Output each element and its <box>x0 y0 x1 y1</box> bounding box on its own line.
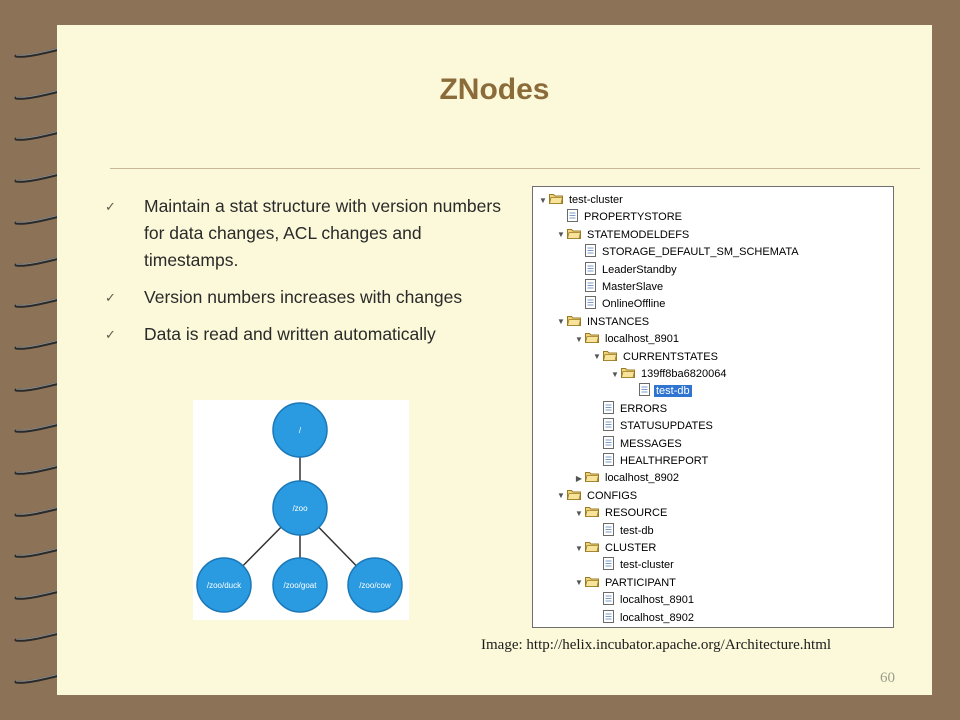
folder-icon <box>585 576 599 590</box>
folder-icon <box>567 489 581 503</box>
tree-node[interactable] <box>591 436 684 452</box>
checkmark-icon: ✓ <box>105 290 116 305</box>
bullet-list <box>105 193 511 358</box>
tree-node[interactable] <box>591 349 720 365</box>
bullet-item <box>105 321 511 348</box>
bullet-text: Version numbers increases with changes <box>144 287 463 307</box>
tree-node-label: LeaderStandby <box>602 263 677 276</box>
file-icon <box>603 436 614 452</box>
tree-node[interactable] <box>573 244 801 260</box>
tree-node[interactable] <box>591 418 715 434</box>
znode-label: /zoo/duck <box>206 581 242 590</box>
tree-node-label: CLUSTER <box>605 542 657 554</box>
slide <box>57 25 932 695</box>
tree-node-label: localhost_8902 <box>620 611 695 624</box>
bullet-text: Data is read and written automatically <box>144 324 436 344</box>
folder-icon <box>567 228 581 242</box>
tree-node[interactable] <box>537 192 625 208</box>
tree-node-label: 139ff8ba6820064 <box>641 368 727 380</box>
bullet-text: Maintain a stat structure with version numbers for data changes, ACL changes and timestamps. <box>144 196 501 270</box>
tree-node[interactable] <box>591 610 696 626</box>
tree-node[interactable] <box>555 488 639 504</box>
file-icon <box>603 592 614 608</box>
folder-icon <box>585 506 599 520</box>
tree-node-label: RESOURCE <box>605 507 668 520</box>
tree-node-label: OnlineOffline <box>602 298 666 311</box>
tree-node-label: HEALTHREPORT <box>620 455 709 467</box>
znode-zoo-cow <box>348 558 402 612</box>
file-icon <box>603 523 614 539</box>
file-icon <box>603 610 614 626</box>
tree-node[interactable] <box>573 262 679 278</box>
collapse-arrow-icon[interactable]: ▼ <box>575 543 583 553</box>
collapse-arrow-icon[interactable]: ▼ <box>557 317 565 327</box>
title-divider <box>110 168 920 169</box>
znode-zoo-goat <box>273 558 327 612</box>
collapse-arrow-icon[interactable]: ▼ <box>557 491 565 501</box>
folder-icon <box>567 315 581 329</box>
tree-node-label: MasterSlave <box>602 281 664 293</box>
znode-label: / <box>298 426 302 435</box>
bullet-item <box>105 193 511 274</box>
tree-node-label: PARTICIPANT <box>605 576 676 589</box>
znode-root <box>273 403 327 457</box>
file-icon <box>585 279 596 295</box>
file-icon <box>567 209 578 225</box>
file-icon <box>603 453 614 469</box>
collapse-arrow-icon[interactable]: ▼ <box>593 352 601 362</box>
folder-icon <box>549 193 563 207</box>
checkmark-icon: ✓ <box>105 327 116 342</box>
tree-node-label: CURRENTSTATES <box>623 350 718 363</box>
znode-diagram <box>193 400 409 620</box>
tree-node[interactable] <box>573 331 681 347</box>
collapse-arrow-icon[interactable]: ▼ <box>575 508 583 518</box>
file-icon <box>603 557 614 573</box>
tree-node[interactable] <box>591 401 669 417</box>
tree-node[interactable] <box>591 557 676 573</box>
bullet-item <box>105 284 511 311</box>
tree-node-label: localhost_8902 <box>605 472 680 485</box>
tree-node-label: test-cluster <box>620 559 674 572</box>
znode-zoo-duck <box>197 558 251 612</box>
tree-node-label: STATUSUPDATES <box>620 420 713 433</box>
tree-node[interactable] <box>627 383 692 399</box>
tree-node[interactable] <box>573 470 681 486</box>
tree-node-label: test-db <box>656 385 690 398</box>
file-icon <box>585 296 596 312</box>
tree-node[interactable] <box>573 540 658 556</box>
znode-label: /zoo/cow <box>359 581 391 590</box>
tree-node[interactable] <box>573 296 667 312</box>
tree-node[interactable] <box>609 366 728 382</box>
folder-icon <box>585 541 599 555</box>
collapse-arrow-icon[interactable]: ▼ <box>575 334 583 344</box>
tree-node-label: INSTANCES <box>587 315 650 328</box>
folder-icon <box>621 367 635 381</box>
file-icon <box>585 262 596 278</box>
tree-node[interactable] <box>591 453 710 469</box>
tree-node-label: localhost_8901 <box>605 333 680 346</box>
collapse-arrow-icon[interactable]: ▼ <box>539 195 547 205</box>
tree-node[interactable] <box>591 592 696 608</box>
slide-title: ZNodes <box>439 73 550 106</box>
collapse-arrow-icon[interactable]: ▼ <box>575 578 583 588</box>
file-icon <box>603 401 614 417</box>
image-caption: Image: http://helix.incubator.apache.org/Architecture.html <box>481 637 832 653</box>
tree-node-label: STATEMODELDEFS <box>587 228 690 241</box>
tree-node[interactable] <box>573 279 665 295</box>
checkmark-icon: ✓ <box>105 199 116 214</box>
expand-arrow-icon[interactable]: ▶ <box>575 473 583 483</box>
file-icon <box>585 244 596 260</box>
znode-label: /zoo <box>292 504 308 513</box>
cluster-tree-view <box>532 186 894 628</box>
tree-node-label: test-cluster <box>569 194 623 206</box>
tree-node-label: ERRORS <box>620 402 668 415</box>
tree-node-label: localhost_8901 <box>620 594 695 607</box>
page-number: 60 <box>880 670 895 686</box>
file-icon <box>639 383 650 399</box>
tree-node[interactable] <box>591 523 656 539</box>
znode-label: /zoo/goat <box>283 581 317 590</box>
folder-icon <box>585 471 599 485</box>
tree-node[interactable] <box>573 575 678 591</box>
tree-node[interactable] <box>573 505 669 521</box>
znode-zoo <box>273 481 327 535</box>
folder-icon <box>603 350 617 364</box>
tree-node[interactable] <box>555 227 691 243</box>
tree-node-label: STORAGE_DEFAULT_SM_SCHEMATA <box>602 246 799 259</box>
tree-node[interactable] <box>555 209 684 225</box>
folder-icon <box>585 332 599 346</box>
collapse-arrow-icon[interactable]: ▼ <box>557 230 565 240</box>
collapse-arrow-icon[interactable]: ▼ <box>611 369 619 379</box>
tree-node-label: CONFIGS <box>587 489 638 502</box>
tree-node-label: test-db <box>620 524 654 537</box>
tree-node[interactable] <box>555 314 651 330</box>
file-icon <box>603 418 614 434</box>
tree-node-label: PROPERTYSTORE <box>584 211 683 224</box>
tree-node-label: MESSAGES <box>620 437 682 450</box>
